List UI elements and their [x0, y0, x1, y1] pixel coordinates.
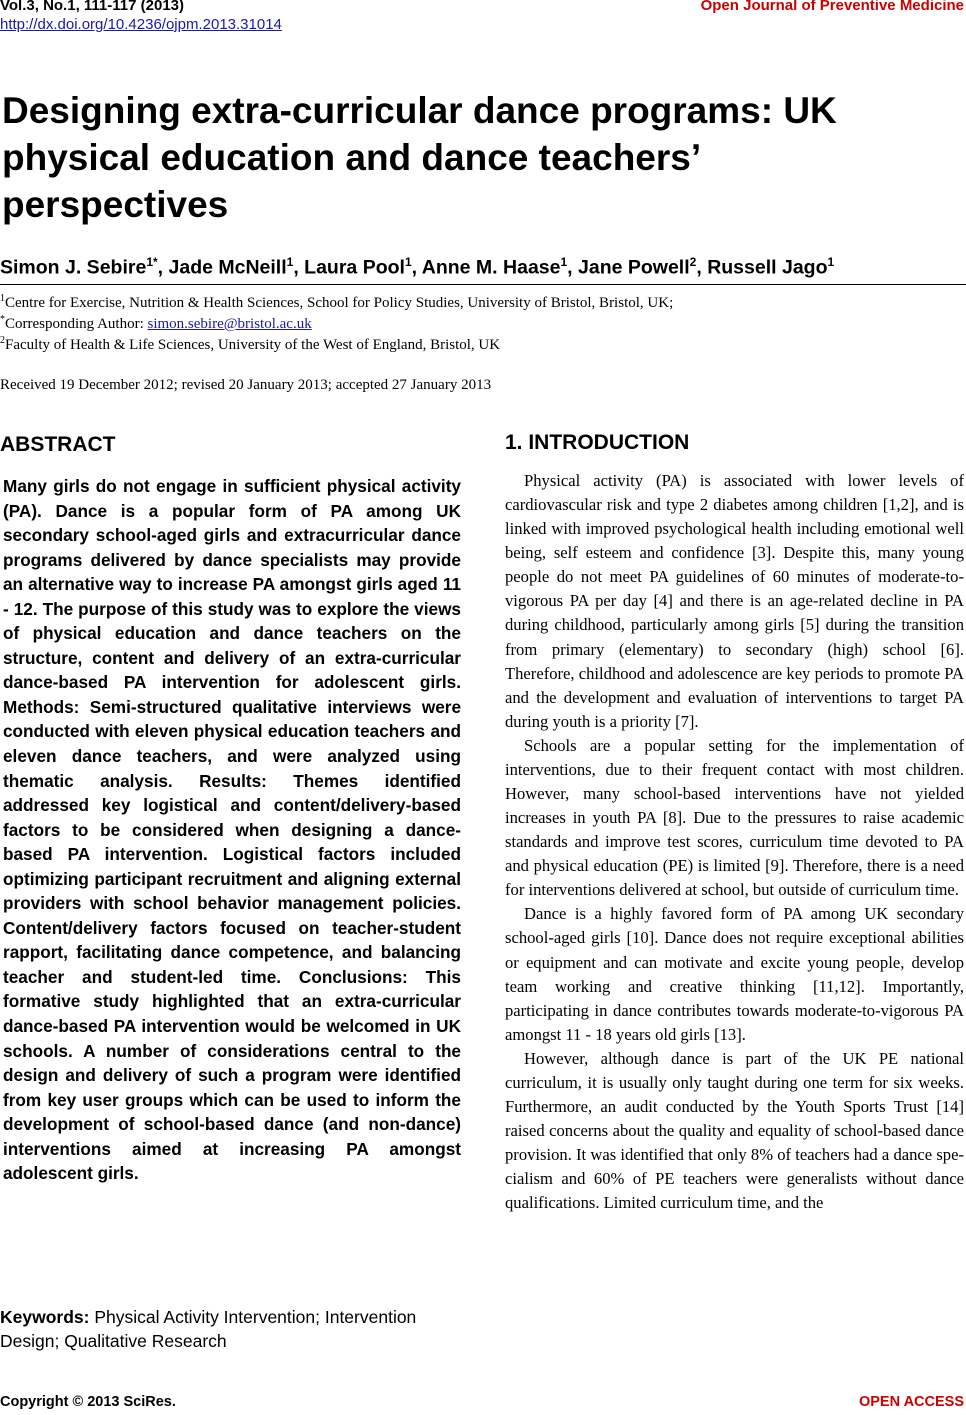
abstract-heading: ABSTRACT	[0, 433, 116, 456]
author-affiliation-mark: 1	[404, 255, 412, 269]
keywords	[0, 1305, 420, 1353]
author-name: Russell Jago	[707, 256, 828, 279]
author-separator: ,	[411, 256, 422, 279]
abstract-body: Many girls do not engage in sufficient physical activity (PA). Dance is a popular form of PA among UK secondary school-aged girls and extracurricular dance programs delivered by dance specialists may provide an alternative way to increase PA amongst girls aged 11 - 12. The purpose of this study was to explore the views of physical education and dance teachers on the structure, content and delivery of an extra-curricular dance-based PA intervention for adolescent girls. Methods: Semi-structured qualitative interviews were conducted with eleven physical education teachers and eleven dance teachers, and were analyzed using thematic analysis. Results: Themes identified addressed key logistical and content/delivery-based factors to be considered when designing a dance-based PA intervention. Logistical factors included optimizing participant recruitment and aligning external providers with school behavior management policies. Content/delivery factors focused on teacher-student rapport, facilitating dance competence, and balancing teacher and student-led time. Conclusions: This formative study highlighted that an extra-curricular dance-based PA intervention would be welcomed in UK schools. A number of considerations central to the design and delivery of such a program were identified from key user groups which can be used to inform the development of school-based dance (and non-dance) interventions aimed at increasing PA amongst adolescent girls.	[3, 476, 461, 1184]
author-separator: ,	[157, 256, 169, 279]
paragraph: Dance is a highly favored form of PA among UK secondary school-aged girls [10]. Dance does not require exceptional abilities or equipment and can motivate and excite young people, develop team working and creative thinking [11,12]. Importantly, participating in dance contributes towards moderate-to-vigorous PA amongst 11 - 18 years old girls [13].	[505, 904, 964, 1044]
affiliation-text: Faculty of Health & Life Sciences, University of the West of England, Bristol, UK	[5, 337, 501, 353]
corresponding-label: Corresponding Author:	[5, 316, 148, 332]
keywords-label: Keywords:	[0, 1307, 90, 1327]
author-name: Anne M. Haase	[421, 256, 561, 279]
paragraph: Schools are a popular setting for the implementation of interventions, due to their frequent contact with most children. However, many school-based interventions have not yielded increases in youth PA [8]. Due to the pressures to raise academic standards and improve test scores, curriculum time devoted to PA and physical education (PE) is limited [9]. Therefore, there is a need for interventions delivered at school, but outside of curriculum time.	[505, 735, 964, 900]
author-name: Laura Pool	[304, 256, 405, 279]
affiliation-2	[0, 335, 500, 354]
paragraph: Physical activity (PA) is associated with lower levels of cardiovascular risk and type 2 diabetes among children [1,2], and is linked with improved psychological health including emotional well being, self esteem and confidence [3]. Despite this, many young people do not meet PA guidelines of 60 minutes of moderate-to-vigorous PA per day [4] and there is an age-related decline in PA during childhood, particularly among girls [5] during the transition from primary (elementary) to secondary (high) school [6]. Therefore, childhood and adolescence are key periods to promote PA and the development and evaluation of interventions to target PA during youth is a priority [7].	[505, 471, 964, 731]
author-list	[0, 255, 834, 280]
paper-title: Designing extra-curricular dance programs: UK physical education and dance teachers’ perspectives	[2, 90, 837, 225]
affiliation-1	[0, 293, 673, 312]
corresponding-email-link[interactable]: simon.sebire@bristol.ac.uk	[147, 316, 312, 332]
author-affiliation-mark: 1	[560, 255, 568, 269]
author-name: Jade McNeill	[168, 256, 287, 279]
author-separator: ,	[567, 256, 579, 279]
author-affiliation-mark: 2	[689, 255, 697, 269]
author-divider	[0, 284, 966, 285]
affiliation-mark: 2	[0, 335, 5, 346]
author-affiliation-mark: 1	[286, 255, 294, 269]
doi-link[interactable]: http://dx.doi.org/10.4236/ojpm.2013.31014	[0, 16, 282, 33]
copyright-notice: Copyright © 2013 SciRes.	[0, 1394, 176, 1410]
affiliation-text: Centre for Exercise, Nutrition & Health Sciences, School for Policy Studies, University of Bristol, Bristol, UK;	[5, 295, 674, 311]
open-access-label: OPEN ACCESS	[858, 1394, 964, 1410]
introduction-body	[505, 469, 964, 1215]
corresponding-mark: *	[0, 314, 5, 325]
author-affiliation-mark: 1	[827, 255, 835, 269]
citation-line: Vol.3, No.1, 111-117 (2013)	[0, 0, 184, 14]
author-affiliation-mark: 1*	[146, 255, 158, 269]
corresponding-author	[0, 314, 312, 333]
journal-name: Open Journal of Preventive Medicine	[700, 0, 964, 14]
received-dates: Received 19 December 2012; revised 20 January 2013; accepted 27 January 2013	[0, 377, 492, 393]
affiliation-mark: 1	[0, 293, 5, 304]
introduction-heading: 1. INTRODUCTION	[505, 431, 690, 454]
paragraph: However, although dance is part of the UK PE national curriculum, it is usually only taught during one term for six weeks. Furthermore, an audit conducted by the Youth Sports Trust [14] raised concerns about the quality and equality of school-based dance provision. It was identified that only 8% of teachers had a dance specialism and 60% of PE teachers were generalists without dance qualifications. Limited curriculum time, and the	[505, 1048, 964, 1213]
author-name: Simon J. Sebire	[0, 256, 147, 279]
author-name: Jane Powell	[578, 256, 690, 279]
keywords-text: Physical Activity Intervention; Intervention Design; Qualitative Research	[0, 1307, 417, 1351]
author-separator: ,	[293, 256, 305, 279]
author-separator: ,	[696, 256, 708, 279]
